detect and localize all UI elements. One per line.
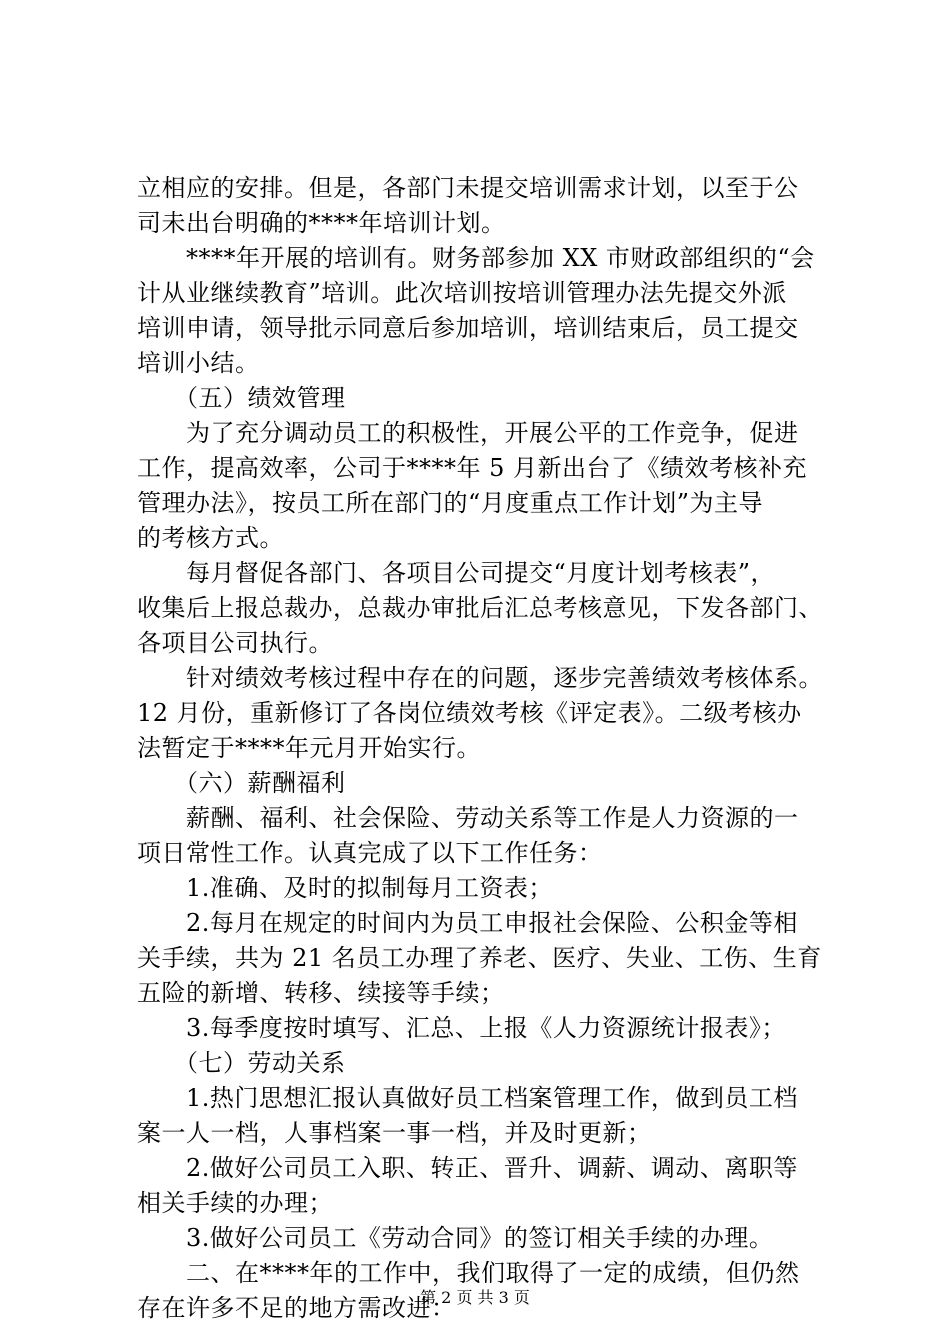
text-line: 各项目公司执行。 bbox=[137, 629, 333, 657]
text-line: 针对绩效考核过程中存在的问题，逐步完善绩效考核体系。 bbox=[137, 664, 823, 692]
text-line: 相关手续的办理； bbox=[137, 1189, 333, 1217]
text-line: 收集后上报总裁办，总裁办审批后汇总考核意见，下发各部门、 bbox=[137, 594, 823, 622]
text-line: ****年开展的培训有。财务部参加 XX 市财政部组织的“会 bbox=[137, 244, 815, 272]
text-line: 司未出台明确的****年培训计划。 bbox=[137, 209, 506, 237]
text-line: 1.热门思想汇报认真做好员工档案管理工作，做到员工档 bbox=[137, 1084, 798, 1112]
text-line: 立相应的安排。但是，各部门未提交培训需求计划，以至于公 bbox=[137, 174, 799, 202]
text-line: 12 月份，重新修订了各岗位绩效考核《评定表》。二级考核办 bbox=[137, 699, 802, 727]
text-line: 项日常性工作。认真完成了以下工作任务： bbox=[137, 839, 603, 867]
text-line: 计从业继续教育”培训。此次培训按培训管理办法先提交外派 bbox=[137, 279, 787, 307]
text-line: 薪酬、福利、社会保险、劳动关系等工作是人力资源的一 bbox=[137, 804, 799, 832]
text-line: 五险的新增、转移、续接等手续； bbox=[137, 979, 505, 1007]
text-line: 二、在****年的工作中，我们取得了一定的成绩，但仍然 bbox=[137, 1259, 800, 1287]
text-line: 1.准确、及时的拟制每月工资表； bbox=[137, 874, 553, 902]
text-line: 培训申请，领导批示同意后参加培训，培训结束后，员工提交 bbox=[137, 314, 799, 342]
text-line: 培训小结。 bbox=[137, 349, 260, 377]
text-line: （五）绩效管理 bbox=[137, 384, 346, 412]
text-line: 关手续，共为 21 名员工办理了养老、医疗、失业、工伤、生育 bbox=[137, 944, 822, 972]
text-line: 的考核方式。 bbox=[137, 524, 284, 552]
text-line: （七）劳动关系 bbox=[137, 1049, 346, 1077]
text-line: 2.每月在规定的时间内为员工申报社会保险、公积金等相 bbox=[137, 909, 798, 937]
text-line: 案一人一档，人事档案一事一档，并及时更新； bbox=[137, 1119, 652, 1147]
text-line: 为了充分调动员工的积极性，开展公平的工作竞争，促进 bbox=[137, 419, 799, 447]
text-line: 3.每季度按时填写、汇总、上报《人力资源统计报表》； bbox=[137, 1014, 786, 1042]
body-text bbox=[137, 171, 827, 1326]
text-line: 每月督促各部门、各项目公司提交“月度计划考核表”， bbox=[137, 559, 776, 587]
text-line: 2.做好公司员工入职、转正、晋升、调薪、调动、离职等 bbox=[137, 1154, 798, 1182]
text-line: （六）薪酬福利 bbox=[137, 769, 346, 797]
page-footer: 第 2 页 共 3 页 bbox=[420, 1288, 530, 1307]
text-line: 法暂定于****年元月开始实行。 bbox=[137, 734, 481, 762]
text-line: 存在许多不足的地方需改进： bbox=[137, 1294, 456, 1322]
text-line: 3.做好公司员工《劳动合同》的签订相关手续的办理。 bbox=[137, 1224, 774, 1252]
text-line: 管理办法》，按员工所在部门的“月度重点工作计划”为主导 bbox=[137, 489, 764, 517]
text-line: 工作，提高效率，公司于****年 5 月新出台了《绩效考核补充 bbox=[137, 454, 808, 482]
